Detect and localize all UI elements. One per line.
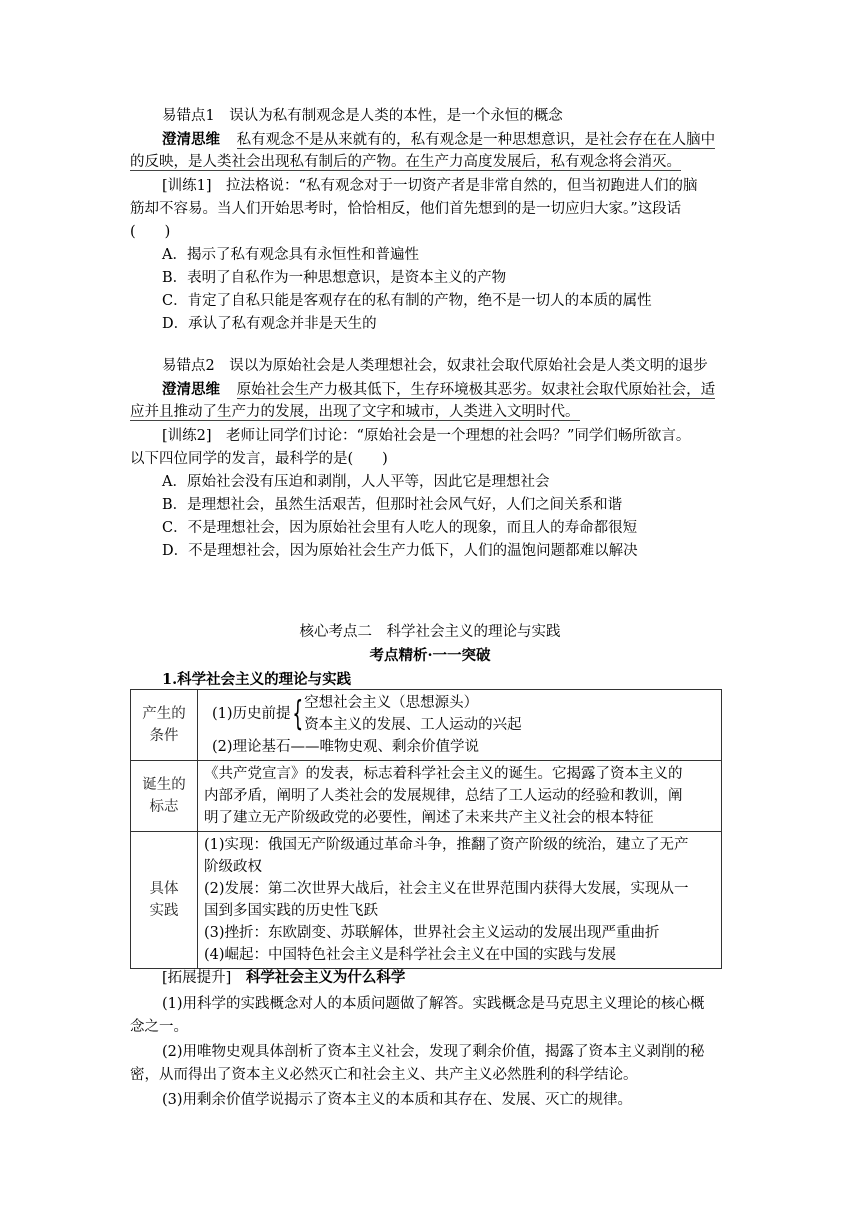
row-body-conditions [198,690,722,761]
row-head-text: 产生的 [142,706,186,722]
premise-item: 资本主义的发展、工人运动的兴起 [304,717,522,733]
premise-item: 空想社会主义（思想源头） [304,695,479,711]
core-point-subtitle: 考点精析·一一突破 [369,647,491,664]
row-head-birth [131,761,198,832]
exercise-1-option-b: B．表明了自私作为一种思想意识，是资本主义的产物 [162,270,507,286]
sub-heading-text: 1.科学社会主义的理论与实践 [162,671,352,688]
exercise-2-line-2: 以下四位同学的发言，最科学的是( ) [130,451,388,467]
row-head-conditions [131,690,198,761]
clarify-text: 原始社会生产力极其低下，生存环境极其恶劣。奴隶社会取代原始社会，适 [236,382,716,398]
premise-label: (1)历史前提 [212,706,291,722]
extension-label: [拓展提升] [162,970,232,986]
exercise-1-line-3: ( ) [130,224,171,240]
row-head-text: 诞生的 [142,777,186,793]
exercise-1-option-a: A．揭示了私有观念具有永恒性和普遍性 [162,247,419,263]
clarify-thinking-2-line-2 [130,402,580,422]
clarify-label: 澄清思维 [162,131,220,148]
extension-p1-line-1: (1)用科学的实践概念对人的本质问题做了解答。实践概念是马克思主义理论的核心概 [162,996,705,1012]
clarify-thinking-1-line-2 [130,152,681,172]
table-row [131,690,722,761]
extension-title: 科学社会主义为什么科学 [245,969,406,986]
extension-p1-line-2: 念之一。 [130,1019,188,1035]
error-point-1-title: 易错点1 误认为私有制观念是人类的本性，是一个永恒的概念 [162,108,563,124]
exercise-2-option-a: A．原始社会没有压迫和剥削，人人平等，因此它是理想社会 [162,474,550,490]
row-head-text: 条件 [149,728,179,744]
table-row [131,761,722,832]
cell-line: 《共产党宣言》的发表，标志着科学社会主义的诞生。它揭露了资本主义的 [204,766,683,782]
clarify-text: 的反映，是人类社会出现私有制后的产物。在生产力高度发展后，私有观念将会消灭。 [130,154,681,170]
extension-p2-line-1: (2)用唯物史观具体剖析了资本主义社会，发现了剩余价值，揭露了资本主义剥削的秘 [162,1044,705,1060]
row-body-practice [198,832,722,969]
knowledge-table [130,689,722,969]
cell-line: 内部矛盾，阐明了人类社会的发展规律，总结了工人运动的经验和教训，阐 [204,788,683,804]
cell-line: (3)挫折：东欧剧变、苏联解体，世界社会主义运动的发展出现严重曲折 [204,925,660,941]
sub-heading [162,670,351,690]
row-body-birth [198,761,722,832]
row-head-text: 具体 [149,881,179,897]
clarify-thinking-1-line-1 [162,130,715,150]
exercise-1-option-c: C．肯定了自私只能是客观存在的私有制的产物，绝不是一切人的本质的属性 [162,293,652,309]
error-point-2-title: 易错点2 误以为原始社会是人类理想社会，奴隶社会取代原始社会是人类文明的退步 [162,358,708,374]
extension-p2-line-2: 密，从而得出了资本主义必然灭亡和社会主义、共产主义必然胜利的科学结论。 [130,1067,638,1083]
cell-line: 国到多国实践的历史性飞跃 [204,903,378,919]
clarify-text: 私有观念不是从来就有的，私有观念是一种思想意识，是社会存在在人脑中 [236,132,716,148]
historical-premise [212,692,715,736]
exercise-1-option-d: D．承认了私有观念并非是天生的 [162,316,377,332]
cell-line: (2)发展：第二次世界大战后，社会主义在世界范围内获得大发展，实现从一 [204,881,689,897]
extension-heading [162,968,405,988]
exercise-2-option-d: D．不是理想社会，因为原始社会生产力低下，人们的温饱问题都难以解决 [162,543,638,559]
brace-symbol: { [291,694,303,734]
clarify-label: 澄清思维 [162,381,220,398]
core-point-title: 核心考点二 科学社会主义的理论与实践 [299,624,561,640]
cell-line: (4)崛起：中国特色社会主义是科学社会主义在中国的实践与发展 [204,947,617,963]
row-head-practice [131,832,198,969]
exercise-2-option-b: B．是理想社会，虽然生活艰苦，但那时社会风气好，人们之间关系和谐 [162,497,623,513]
exercise-1-line-1: [训练1] 拉法格说：“私有观念对于一切资产者是非常自然的，但当初跑进人们的脑 [162,178,698,194]
row-head-text: 实践 [149,903,179,919]
extension-p3-line-1: (3)用剩余价值学说揭示了资本主义的本质和其存在、发展、灭亡的规律。 [162,1092,633,1108]
clarify-thinking-2-line-1 [162,380,715,400]
exercise-2-line-1: [训练2] 老师让同学们讨论：“原始社会是一个理想的社会吗？”同学们畅所欲言。 [162,428,691,444]
table-row [131,832,722,969]
cell-line: (1)实现：俄国无产阶级通过革命斗争，推翻了资产阶级的统治，建立了无产 [204,837,689,853]
theory-foundation: (2)理论基石——唯物史观、剩余价值学说 [212,739,480,755]
row-head-text: 标志 [149,799,179,815]
exercise-2-option-c: C．不是理想社会，因为原始社会里有人吃人的现象，而且人的寿命都很短 [162,520,638,536]
clarify-text: 应并且推动了生产力的发展，出现了文字和城市，人类进入文明时代。 [130,404,580,420]
premise-items [304,692,522,736]
exercise-1-line-2: 筋却不容易。当人们开始思考时，恰恰相反，他们首先想到的是一切应归大家。”这段话 [130,201,682,217]
cell-line: 明了建立无产阶级政党的必要性，阐述了未来共产主义社会的根本特征 [204,810,654,826]
cell-line: 阶级政权 [204,859,262,875]
